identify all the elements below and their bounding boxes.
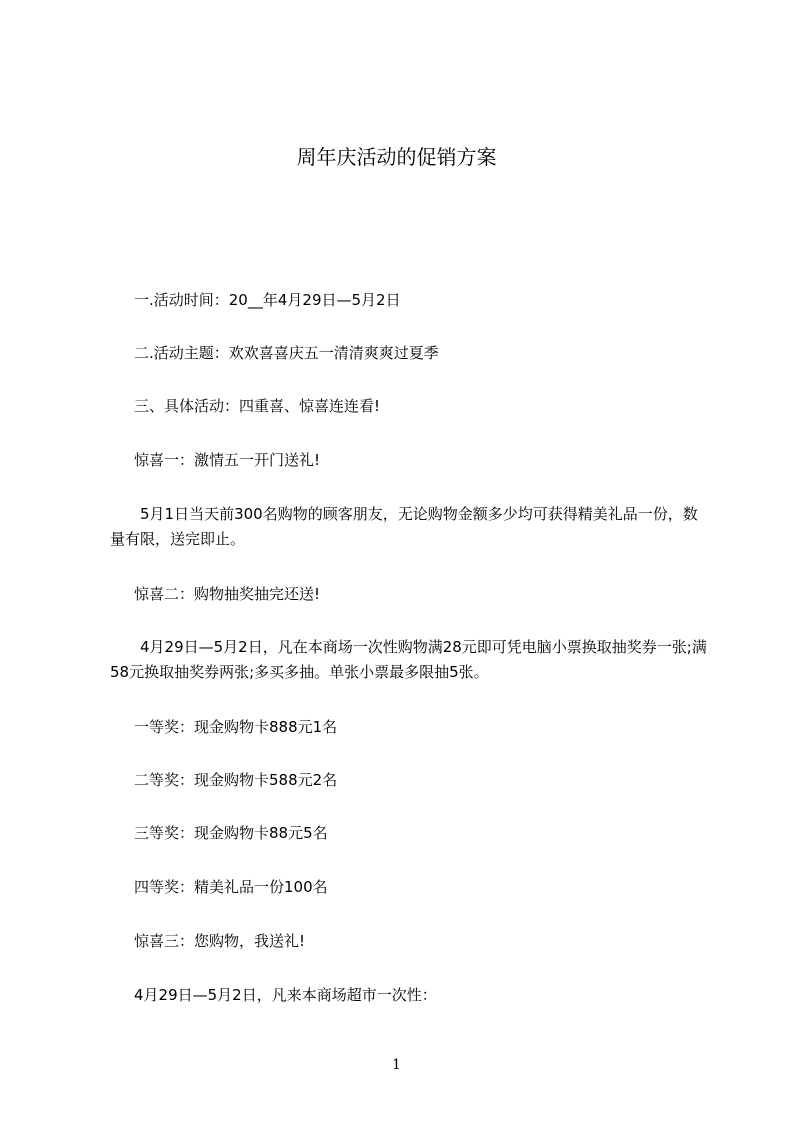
paragraph-surprise-three: 惊喜三：您购物，我送礼! bbox=[134, 932, 306, 950]
paragraph-surprise-one: 惊喜一：激情五一开门送礼! bbox=[134, 451, 321, 469]
paragraph-activity-time: 一.活动时间：20__年4月29日—5月2日 bbox=[134, 291, 401, 309]
document-title: 周年庆活动的促销方案 bbox=[296, 145, 497, 169]
paragraph-surprise-three-detail: 4月29日—5月2日，凡来本商场超市一次性： bbox=[134, 986, 437, 1004]
page-number: 1 bbox=[392, 1057, 401, 1073]
paragraph-activity-theme: 二.活动主题：欢欢喜喜庆五一清清爽爽过夏季 bbox=[134, 344, 439, 362]
paragraph-second-prize: 二等奖：现金购物卡588元2名 bbox=[134, 771, 338, 789]
paragraph-surprise-one-detail: 5月1日当天前300名购物的顾客朋友，无论购物金额多少均可获得精美礼品一份，数量有限，送完即止。 bbox=[110, 505, 698, 548]
paragraph-first-prize: 一等奖：现金购物卡888元1名 bbox=[134, 718, 338, 736]
paragraph-fourth-prize: 四等奖：精美礼品一份100名 bbox=[134, 878, 328, 896]
paragraph-third-prize: 三等奖：现金购物卡88元5名 bbox=[134, 824, 328, 842]
paragraph-specific-activities: 三、具体活动：四重喜、惊喜连连看! bbox=[134, 397, 381, 415]
paragraph-surprise-two-detail: 4月29日—5月2日，凡在本商场一次性购物满28元即可凭电脑小票换取抽奖券一张;满58元换取抽奖券两张;多买多抽。单张小票最多限抽5张。 bbox=[110, 638, 707, 681]
paragraph-surprise-two: 惊喜二：购物抽奖抽完还送! bbox=[134, 585, 321, 603]
